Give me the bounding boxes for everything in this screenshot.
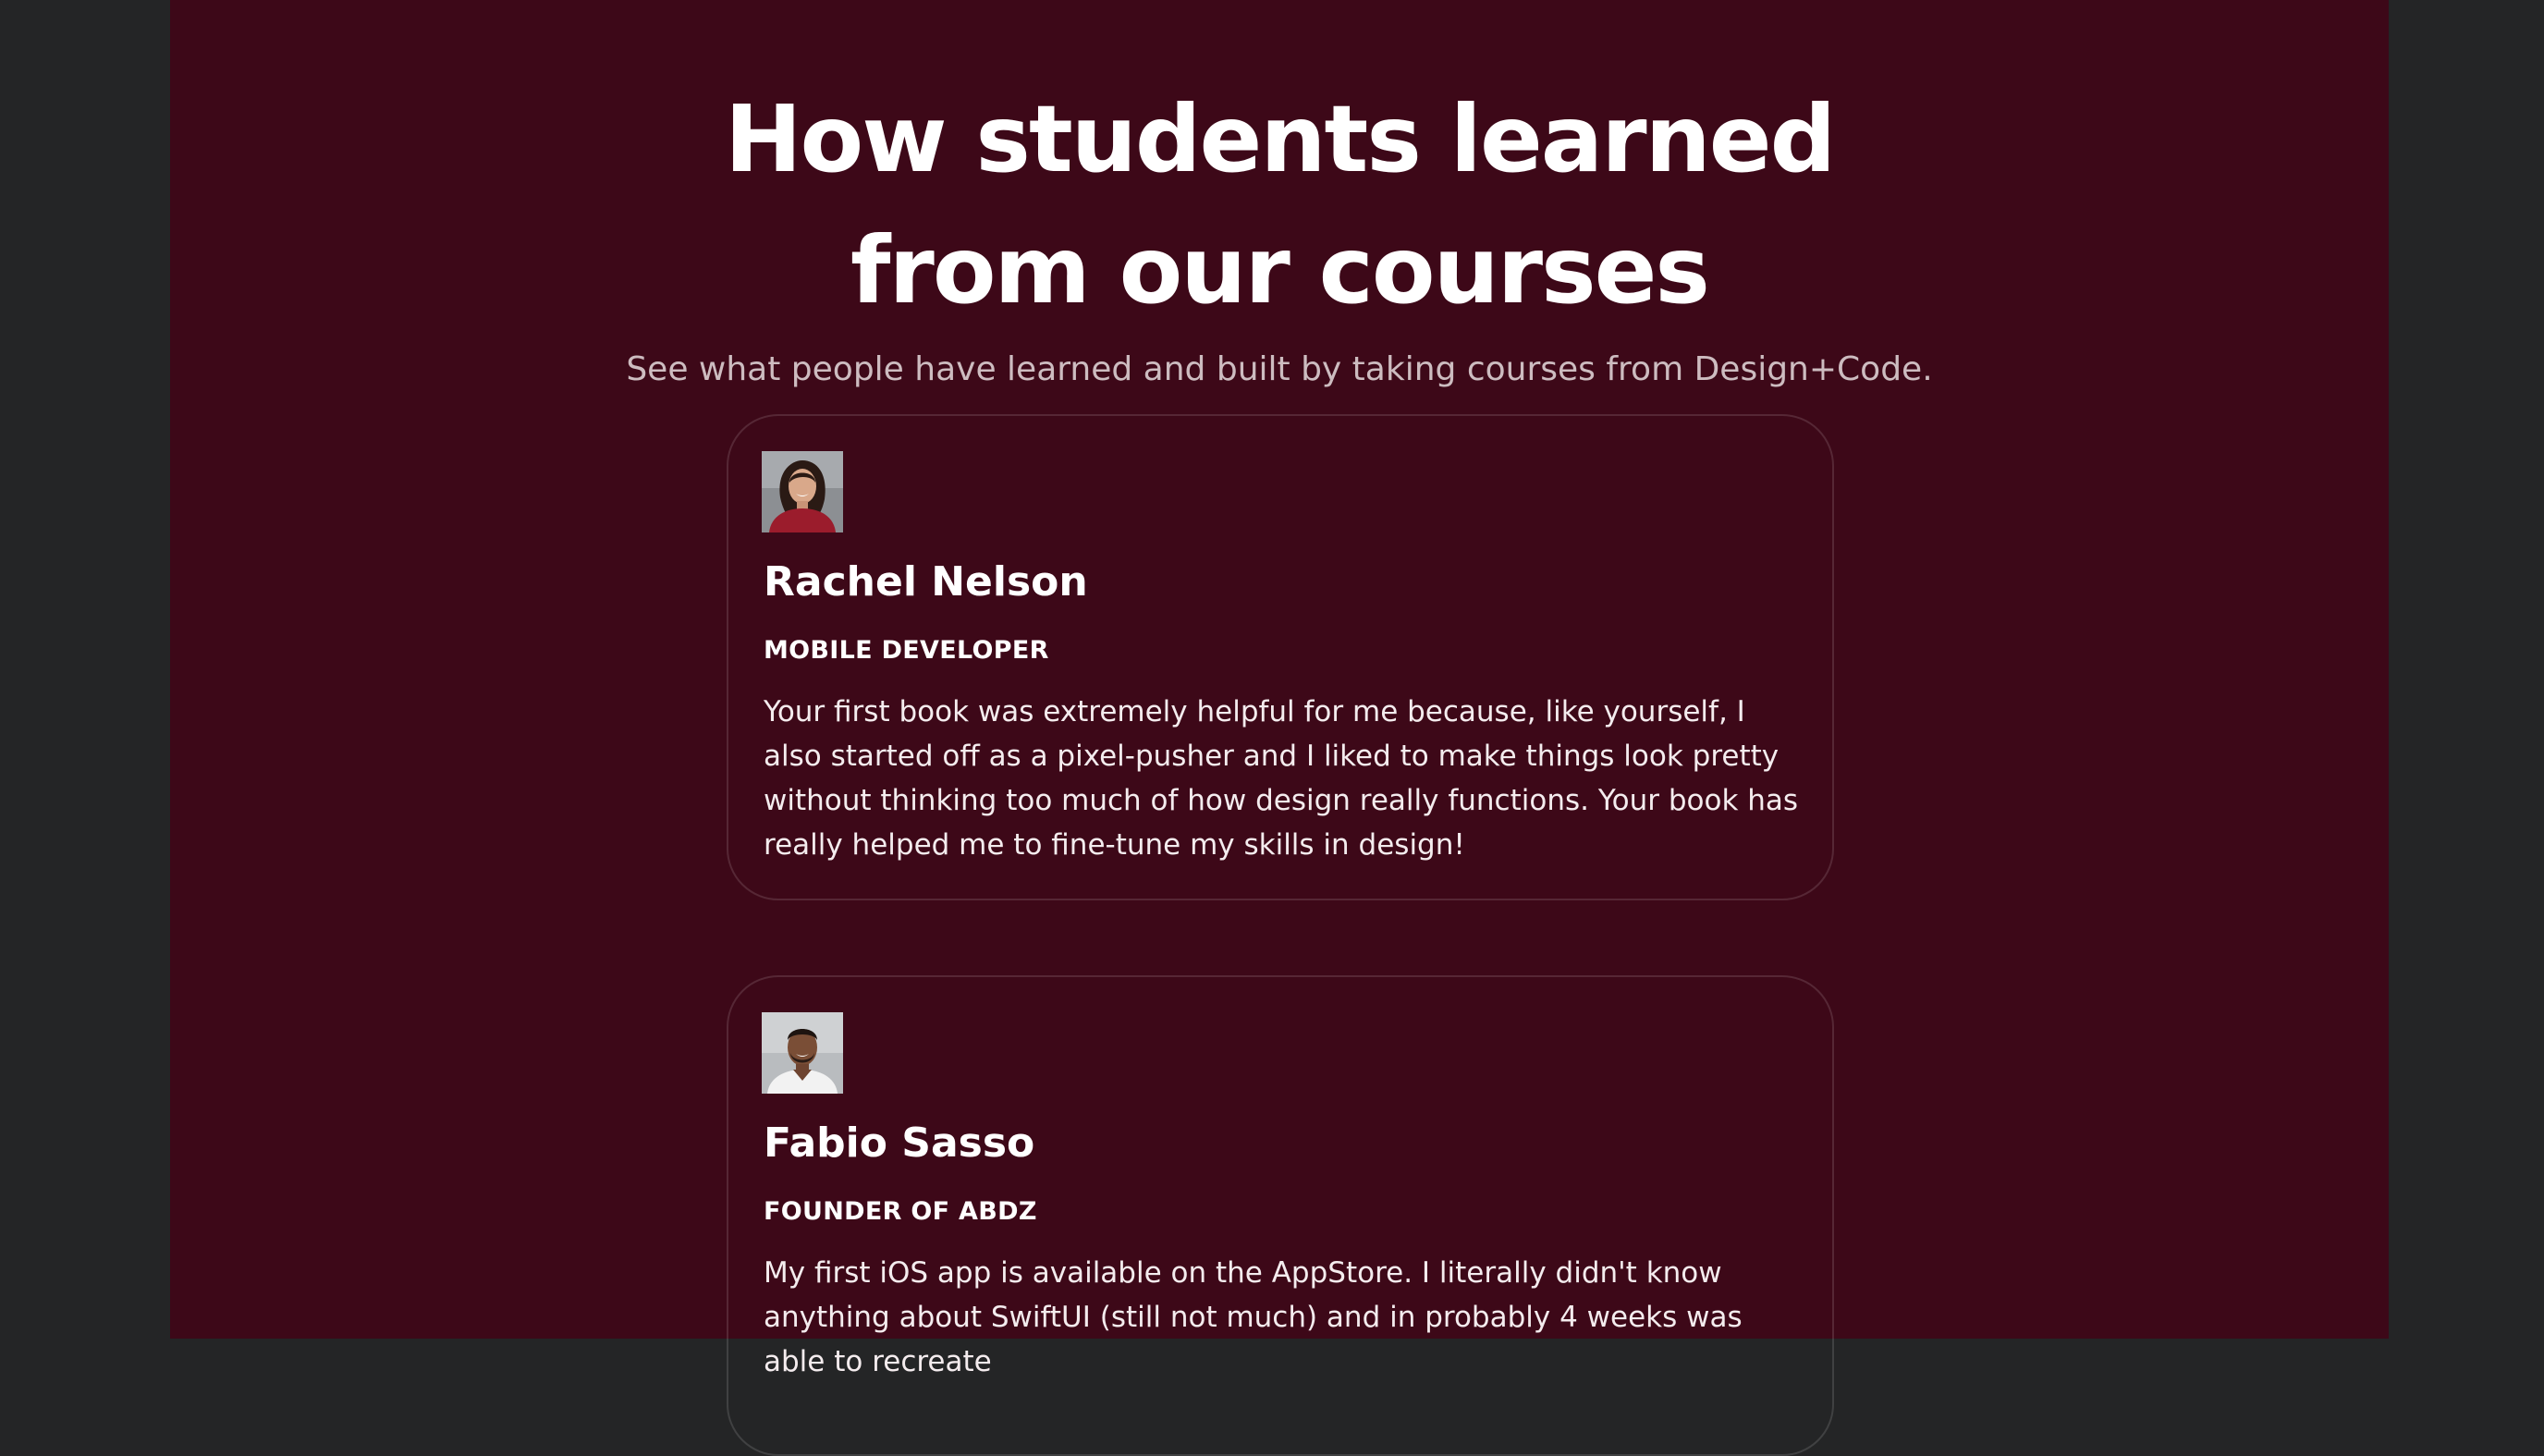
man-portrait-icon	[762, 1012, 843, 1094]
testimonial-role: FOUNDER OF ABDZ	[764, 1197, 1037, 1226]
testimonial-quote: My first iOS app is available on the AppStore. I literally didn't know anything about SwiftUI (still not much) and in probably 4 weeks was able to recreate	[764, 1256, 1743, 1378]
section-title	[170, 74, 2389, 336]
avatar	[762, 451, 843, 532]
section-title-line-2: from our courses	[850, 216, 1708, 324]
testimonials-section	[170, 0, 2389, 1378]
avatar	[762, 1012, 843, 1094]
woman-portrait-icon	[762, 451, 843, 532]
section-title-line-1: How students learned	[724, 85, 1835, 193]
testimonial-name: Fabio Sasso	[764, 1120, 1035, 1167]
testimonial-quote: Your first book was extremely helpful for me because, like yourself, I also started off as a pixel-pusher and I liked to make things look pretty without thinking too much of how design really functions. Your book has really helped me to fine-tune my skills in design!	[764, 695, 1799, 862]
testimonial-card-fabio-sasso	[727, 975, 1834, 1456]
testimonial-role: MOBILE DEVELOPER	[764, 636, 1049, 665]
section-subtitle: See what people have learned and built by taking courses from Design+Code.	[626, 350, 1933, 388]
testimonial-name: Rachel Nelson	[764, 558, 1088, 606]
testimonial-card-rachel-nelson	[727, 414, 1834, 900]
